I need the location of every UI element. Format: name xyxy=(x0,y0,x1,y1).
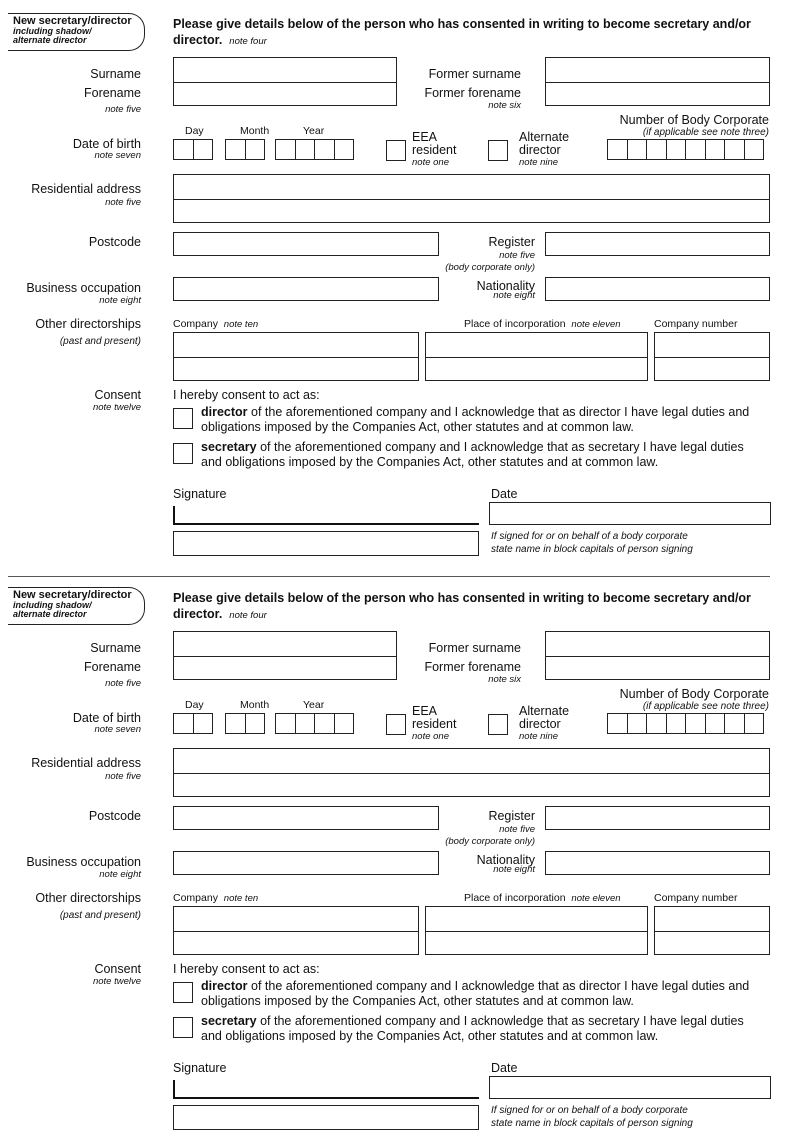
company-number-column-header: Company number xyxy=(654,318,738,330)
director-consent-checkbox[interactable] xyxy=(173,982,193,1003)
date-of-birth-note: note seven xyxy=(94,150,141,161)
other-directorships-label: Other directorships xyxy=(35,891,141,905)
directorship-place-field[interactable] xyxy=(425,906,648,955)
digit-cell[interactable] xyxy=(334,139,355,160)
digit-cell[interactable] xyxy=(314,713,335,734)
digit-cell[interactable] xyxy=(173,139,194,160)
residential-address-note: note five xyxy=(105,771,141,782)
residential-address-field[interactable] xyxy=(173,174,770,223)
company-column-header: Company note ten xyxy=(173,892,259,904)
residential-address-note: note five xyxy=(105,197,141,208)
digit-cell[interactable] xyxy=(724,139,745,160)
heading-note: note four xyxy=(229,36,267,47)
section-tab-subtitle: including shadow/ xyxy=(13,26,92,36)
year-input[interactable] xyxy=(275,713,353,734)
surname-forename-field[interactable] xyxy=(173,57,397,106)
digit-cell[interactable] xyxy=(607,139,628,160)
nationality-input[interactable] xyxy=(545,277,770,301)
digit-cell[interactable] xyxy=(173,713,194,734)
former-surname-label: Former surname xyxy=(428,67,521,81)
digit-cell[interactable] xyxy=(666,139,687,160)
directorship-number-field[interactable] xyxy=(654,332,770,381)
other-directorships-label: Other directorships xyxy=(35,317,141,331)
body-corporate-label: Number of Body Corporate xyxy=(619,687,769,701)
alternate-director-label: Alternate director xyxy=(519,704,570,731)
surname-label: Surname xyxy=(90,67,141,81)
eea-resident-label: EEA resident xyxy=(412,130,457,157)
month-input[interactable] xyxy=(225,139,264,160)
postcode-input[interactable] xyxy=(173,232,439,256)
body-corporate-note: (if applicable see note three) xyxy=(642,701,769,712)
digit-cell[interactable] xyxy=(685,139,706,160)
nationality-label: Nationality xyxy=(476,279,535,293)
alternate-director-note: note nine xyxy=(519,157,559,168)
director-consent-text: director of the aforementioned company and I acknowledge that as director I have legal duties and obligations imposed by the Companies Act, other statutes and at common law. xyxy=(201,979,750,1008)
register-note: note five xyxy=(499,824,535,835)
body-corporate-label: Number of Body Corporate xyxy=(619,113,769,127)
former-names-field[interactable] xyxy=(545,631,770,680)
consent-intro: I hereby consent to act as: xyxy=(173,962,320,976)
day-input[interactable] xyxy=(173,713,212,734)
place-of-incorporation-column-header: Place of incorporation note eleven xyxy=(464,892,621,904)
place-of-incorporation-column-header: Place of incorporation note eleven xyxy=(464,318,621,330)
body-corporate-signing-note: If signed for or on behalf of a body corporate state name in block capitals of person signing xyxy=(491,1105,693,1129)
register-input[interactable] xyxy=(545,806,770,830)
former-forename-note: note six xyxy=(488,100,521,111)
secretary-director-section-2 xyxy=(0,574,800,1134)
business-occupation-label: Business occupation xyxy=(26,855,141,869)
date-of-birth-note: note seven xyxy=(94,724,141,735)
business-occupation-input[interactable] xyxy=(173,277,439,301)
secretary-consent-text: secretary of the aforementioned company and I acknowledge that as secretary I have legal duties and obligations imposed by the Companies Act, other statutes and at common law. xyxy=(201,1014,744,1043)
postcode-label: Postcode xyxy=(88,235,141,249)
secretary-director-section-1 xyxy=(0,0,800,560)
postcode-label: Postcode xyxy=(88,809,141,823)
former-surname-label: Former surname xyxy=(428,641,521,655)
company-column-header: Company note ten xyxy=(173,318,259,330)
business-occupation-note: note eight xyxy=(99,869,141,880)
year-label: Year xyxy=(303,125,325,137)
section-tab-subtitle: alternate director xyxy=(13,35,87,45)
surname-label: Surname xyxy=(90,641,141,655)
eea-resident-checkbox[interactable] xyxy=(386,714,406,735)
digit-cell[interactable] xyxy=(724,713,745,734)
former-forename-note: note six xyxy=(488,674,521,685)
digit-cell[interactable] xyxy=(685,713,706,734)
date-label: Date xyxy=(491,487,518,501)
digit-cell[interactable] xyxy=(705,713,726,734)
forename-note: note five xyxy=(105,104,141,115)
eea-resident-checkbox[interactable] xyxy=(386,140,406,161)
secretary-consent-checkbox[interactable] xyxy=(173,1017,193,1038)
nationality-label: Nationality xyxy=(476,853,535,867)
section-heading: Please give details below of the person who has consented in writing to become secretary and/or director. note four xyxy=(173,17,751,47)
digit-cell[interactable] xyxy=(193,139,214,160)
eea-note: note one xyxy=(412,731,449,742)
nationality-input[interactable] xyxy=(545,851,770,875)
body-corporate-note: (if applicable see note three) xyxy=(642,127,769,138)
secretary-consent-text: secretary of the aforementioned company and I acknowledge that as secretary I have legal duties and obligations imposed by the Companies Act, other statutes and at common law. xyxy=(201,440,744,469)
digit-cell[interactable] xyxy=(314,139,335,160)
register-note: note five xyxy=(499,250,535,261)
signature-field[interactable] xyxy=(173,506,479,525)
signatory-name-input[interactable] xyxy=(173,531,479,556)
day-input[interactable] xyxy=(173,139,212,160)
date-input[interactable] xyxy=(489,502,771,525)
digit-cell[interactable] xyxy=(295,713,316,734)
date-label: Date xyxy=(491,1061,518,1075)
director-consent-text: director of the aforementioned company and I acknowledge that as director I have legal duties and obligations imposed by the Companies Act, other statutes and at common law. xyxy=(201,405,750,434)
register-label: Register xyxy=(488,809,535,823)
residential-address-label: Residential address xyxy=(31,756,141,770)
month-input[interactable] xyxy=(225,713,264,734)
section-tab-subtitle: including shadow/ xyxy=(13,600,92,610)
business-occupation-label: Business occupation xyxy=(26,281,141,295)
other-directorships-note: (past and present) xyxy=(59,910,141,921)
digit-cell[interactable] xyxy=(627,713,648,734)
residential-address-label: Residential address xyxy=(31,182,141,196)
former-names-field[interactable] xyxy=(545,57,770,106)
directorship-place-field[interactable] xyxy=(425,332,648,381)
digit-cell[interactable] xyxy=(225,713,246,734)
forename-label: Forename xyxy=(84,660,141,674)
section-tab-title: New secretary/director xyxy=(13,589,132,601)
digit-cell[interactable] xyxy=(295,139,316,160)
alternate-director-label: Alternate director xyxy=(519,130,570,157)
register-note-body-corporate: (body corporate only) xyxy=(445,262,535,273)
digit-cell[interactable] xyxy=(334,713,355,734)
signature-label: Signature xyxy=(173,487,227,501)
company-number-column-header: Company number xyxy=(654,892,738,904)
year-input[interactable] xyxy=(275,139,353,160)
digit-cell[interactable] xyxy=(275,713,296,734)
body-corporate-signing-note: If signed for or on behalf of a body corporate state name in block capitals of person signing xyxy=(491,531,693,555)
former-forename-label: Former forename xyxy=(424,660,521,674)
surname-forename-field[interactable] xyxy=(173,631,397,680)
directorship-number-field[interactable] xyxy=(654,906,770,955)
alternate-director-checkbox[interactable] xyxy=(488,714,508,735)
year-label: Year xyxy=(303,699,325,711)
forename-note: note five xyxy=(105,678,141,689)
postcode-input[interactable] xyxy=(173,806,439,830)
digit-cell[interactable] xyxy=(607,713,628,734)
signatory-name-input[interactable] xyxy=(173,1105,479,1130)
digit-cell[interactable] xyxy=(245,139,266,160)
digit-cell[interactable] xyxy=(245,713,266,734)
day-label: Day xyxy=(185,125,204,137)
body-corporate-number-input[interactable] xyxy=(607,139,763,160)
forename-label: Forename xyxy=(84,86,141,100)
alternate-director-note: note nine xyxy=(519,731,559,742)
date-of-birth-label: Date of birth xyxy=(72,711,141,725)
signature-field[interactable] xyxy=(173,1080,479,1099)
nationality-note: note eight xyxy=(493,290,535,301)
digit-cell[interactable] xyxy=(705,139,726,160)
date-of-birth-label: Date of birth xyxy=(72,137,141,151)
other-directorships-note: (past and present) xyxy=(59,336,141,347)
digit-cell[interactable] xyxy=(193,713,214,734)
month-label: Month xyxy=(240,699,270,711)
consent-note: note twelve xyxy=(92,402,141,413)
signature-label: Signature xyxy=(173,1061,227,1075)
residential-address-field[interactable] xyxy=(173,748,770,797)
digit-cell[interactable] xyxy=(646,713,667,734)
digit-cell[interactable] xyxy=(627,139,648,160)
secretary-consent-checkbox[interactable] xyxy=(173,443,193,464)
directorship-company-field[interactable] xyxy=(173,332,419,381)
section-tab-title: New secretary/director xyxy=(13,15,132,27)
consent-label: Consent xyxy=(94,388,141,402)
digit-cell[interactable] xyxy=(646,139,667,160)
consent-label: Consent xyxy=(94,962,141,976)
section-heading: Please give details below of the person who has consented in writing to become secretary and/or director. note four xyxy=(173,591,751,621)
digit-cell[interactable] xyxy=(744,713,765,734)
eea-resident-label: EEA resident xyxy=(412,704,457,731)
consent-note: note twelve xyxy=(92,976,141,987)
business-occupation-input[interactable] xyxy=(173,851,439,875)
body-corporate-number-input[interactable] xyxy=(607,713,763,734)
heading-note: note four xyxy=(229,610,267,621)
month-label: Month xyxy=(240,125,270,137)
directorship-company-field[interactable] xyxy=(173,906,419,955)
digit-cell[interactable] xyxy=(275,139,296,160)
digit-cell[interactable] xyxy=(666,713,687,734)
digit-cell[interactable] xyxy=(744,139,765,160)
day-label: Day xyxy=(185,699,204,711)
register-label: Register xyxy=(488,235,535,249)
nationality-note: note eight xyxy=(493,864,535,875)
eea-note: note one xyxy=(412,157,449,168)
section-tab xyxy=(8,13,145,51)
section-tab-subtitle: alternate director xyxy=(13,609,87,619)
business-occupation-note: note eight xyxy=(99,295,141,306)
consent-intro: I hereby consent to act as: xyxy=(173,388,320,402)
date-input[interactable] xyxy=(489,1076,771,1099)
digit-cell[interactable] xyxy=(225,139,246,160)
register-note-body-corporate: (body corporate only) xyxy=(445,836,535,847)
register-input[interactable] xyxy=(545,232,770,256)
director-consent-checkbox[interactable] xyxy=(173,408,193,429)
section-tab xyxy=(8,587,145,625)
alternate-director-checkbox[interactable] xyxy=(488,140,508,161)
former-forename-label: Former forename xyxy=(424,86,521,100)
